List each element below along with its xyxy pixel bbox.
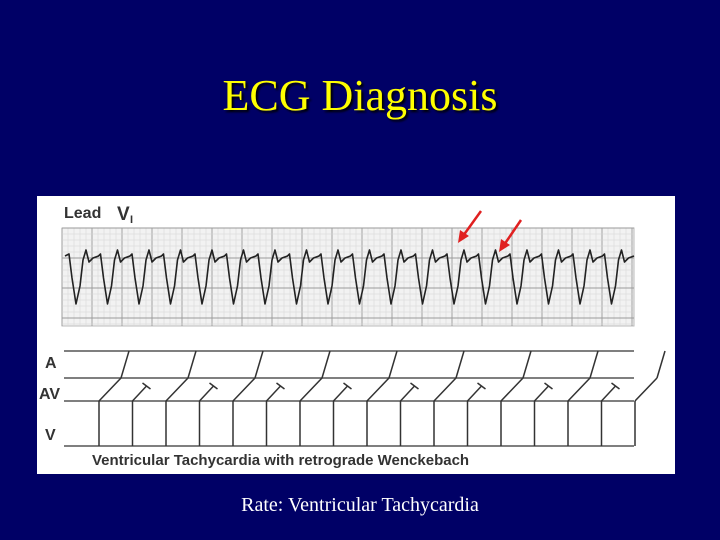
atrial-activation-mark xyxy=(389,351,397,378)
atrial-activation-mark xyxy=(188,351,196,378)
atrial-activation-mark xyxy=(523,351,531,378)
slide-title: ECG Diagnosis xyxy=(222,71,498,120)
atrial-activation-mark xyxy=(121,351,129,378)
ladder-diagram xyxy=(64,351,665,446)
ladder-row-label-a: A xyxy=(45,355,57,372)
retrograde-conduction-mark xyxy=(635,378,657,401)
blocked-retrograde-conduction-mark xyxy=(602,386,616,401)
retrograde-conduction-mark xyxy=(434,378,456,401)
ecg-figure xyxy=(37,196,675,474)
blocked-retrograde-conduction-mark xyxy=(334,386,348,401)
retrograde-conduction-mark xyxy=(568,378,590,401)
atrial-activation-mark xyxy=(590,351,598,378)
retrograde-conduction-mark xyxy=(233,378,255,401)
blocked-retrograde-conduction-mark xyxy=(267,386,281,401)
lead-name-subscript: I xyxy=(130,214,134,226)
retrograde-conduction-mark xyxy=(367,378,389,401)
ecg-diagram xyxy=(37,196,675,474)
retrograde-conduction-mark xyxy=(166,378,188,401)
slide-caption: Rate: Ventricular Tachycardia xyxy=(241,494,479,516)
lead-name-main: V xyxy=(117,204,130,225)
retrograde-conduction-mark xyxy=(99,378,121,401)
blocked-retrograde-conduction-mark xyxy=(468,386,482,401)
blocked-retrograde-conduction-mark xyxy=(133,386,147,401)
blocked-retrograde-conduction-mark xyxy=(401,386,415,401)
ecg-strip xyxy=(62,228,634,326)
atrial-activation-mark xyxy=(322,351,330,378)
atrial-activation-mark xyxy=(255,351,263,378)
ladder-marks xyxy=(99,351,665,446)
ladder-title: Ventricular Tachycardia with retrograde Wenckebach xyxy=(92,452,470,469)
blocked-retrograde-conduction-mark xyxy=(200,386,214,401)
atrial-activation-mark xyxy=(456,351,464,378)
ladder-row-label-av: AV xyxy=(39,386,61,403)
atrial-activation-mark xyxy=(657,351,665,378)
blocked-retrograde-conduction-mark xyxy=(535,386,549,401)
retrograde-conduction-mark xyxy=(501,378,523,401)
lead-label: Lead xyxy=(64,205,102,222)
retrograde-conduction-mark xyxy=(300,378,322,401)
ladder-row-label-v: V xyxy=(45,427,56,444)
